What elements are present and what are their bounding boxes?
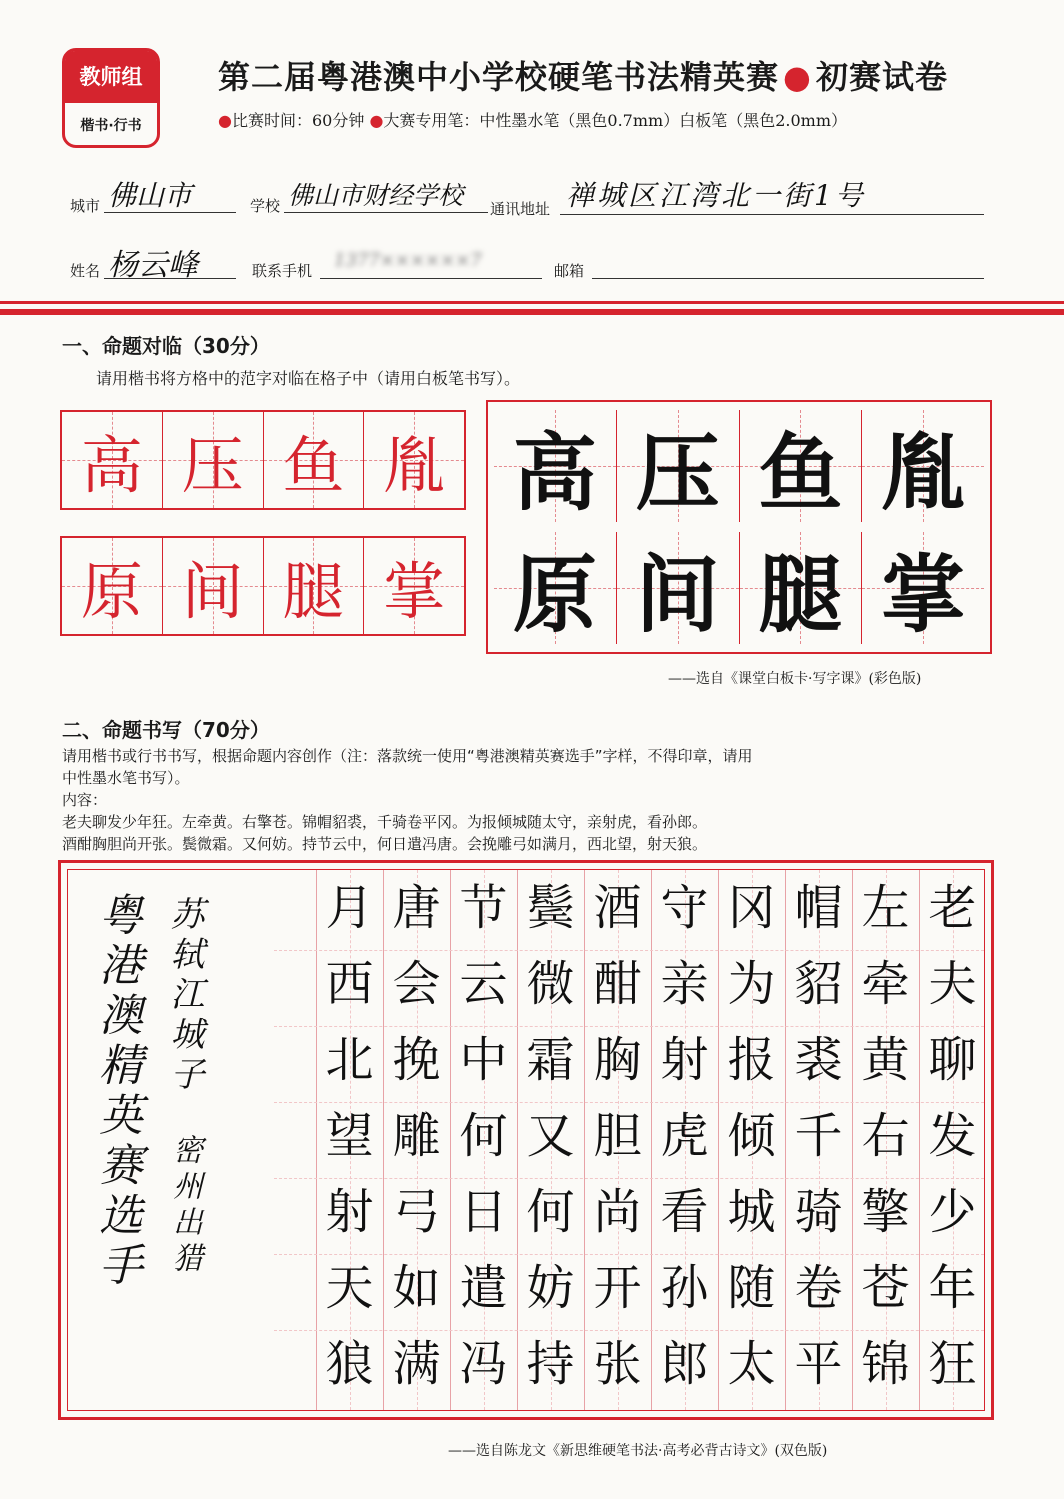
grid-row-guide	[274, 1026, 984, 1027]
model-row1	[494, 410, 984, 522]
written-char: 右	[861, 1108, 910, 1164]
name-field[interactable]	[104, 240, 236, 283]
separator-line	[0, 301, 1064, 304]
written-char: 千	[794, 1108, 843, 1164]
written-char: 老	[928, 880, 977, 936]
written-char: 倾	[727, 1108, 776, 1164]
model-char: 间	[635, 544, 720, 644]
section1-title: 一、命题对临（30分）	[62, 334, 270, 358]
page-title	[218, 52, 948, 98]
model-cell	[740, 532, 863, 644]
written-char: 尚	[593, 1184, 642, 1240]
practice-char: 鱼	[282, 428, 345, 502]
written-char: 西	[325, 956, 374, 1012]
school-label: 学校	[250, 197, 281, 215]
model-cell	[494, 532, 617, 644]
written-char: 望	[325, 1108, 374, 1164]
writing-grid[interactable]	[67, 869, 985, 1411]
bullet-icon: ●	[369, 111, 384, 130]
written-char: 满	[392, 1336, 441, 1392]
written-char: 持	[526, 1336, 575, 1392]
info-line	[218, 108, 847, 131]
written-char: 胆	[593, 1108, 642, 1164]
model-cell	[862, 410, 984, 522]
written-char: 云	[459, 956, 508, 1012]
written-char: 裘	[794, 1032, 843, 1088]
written-char: 遣	[459, 1260, 508, 1316]
written-char: 平	[794, 1336, 843, 1392]
written-char: 左	[861, 880, 910, 936]
section2-source: ——选自陈龙文《新思维硬笔书法·高考必背古诗文》(双色版)	[448, 1443, 828, 1459]
written-char: 中	[459, 1032, 508, 1088]
poem-subtitle: 密州出猎	[167, 1134, 202, 1278]
poem-title: 苏轼江城子	[164, 896, 204, 1096]
content-line1: 老夫聊发少年狂。左牵黄。右擎苍。锦帽貂裘，千骑卷平冈。为报倾城随太守，亲射虎，看孙郎。	[62, 813, 708, 831]
written-char: 唐	[392, 880, 441, 936]
written-char: 酒	[593, 880, 642, 936]
written-char: 张	[593, 1336, 642, 1392]
written-char: 会	[392, 956, 441, 1012]
phone-field[interactable]	[320, 244, 542, 279]
written-char: 少	[928, 1184, 977, 1240]
content-line2: 酒酣胸胆尚开张。鬓微霜。又何妨。持节云中，何日遣冯唐。会挽雕弓如满月，西北望，射天狼。	[62, 835, 708, 853]
written-char: 骑	[794, 1184, 843, 1240]
grid-row-guide	[274, 1102, 984, 1103]
info-pen: 大赛专用笔：中性墨水笔（黑色0.7mm）白板笔（黑色2.0mm）	[383, 111, 847, 130]
name-value: 杨云峰	[108, 248, 198, 283]
model-cell	[862, 532, 984, 644]
written-char: 狼	[325, 1336, 374, 1392]
written-char: 射	[325, 1184, 374, 1240]
model-char: 高	[512, 422, 597, 522]
grid-row-guide	[274, 950, 984, 951]
city-value: 佛山市	[108, 179, 193, 212]
practice-cell[interactable]	[62, 412, 163, 508]
written-char: 开	[593, 1260, 642, 1316]
content-label: 内容：	[62, 791, 108, 809]
written-char: 太	[727, 1336, 776, 1392]
section1-instruction: 请用楷书将方格中的范字对临在格子中（请用白板笔书写）。	[96, 369, 521, 388]
written-char: 苍	[861, 1260, 910, 1316]
written-char: 擎	[861, 1184, 910, 1240]
practice-char: 胤	[383, 428, 446, 502]
written-char: 天	[325, 1260, 374, 1316]
written-char: 夫	[928, 956, 977, 1012]
bullet-icon: ●	[218, 111, 232, 130]
writing-area[interactable]	[58, 860, 994, 1420]
written-char: 孙	[660, 1260, 709, 1316]
title-main: 第二届粤港澳中小学校硬笔书法精英赛	[218, 58, 780, 96]
written-char: 城	[727, 1184, 776, 1240]
written-char: 月	[325, 880, 374, 936]
city-label: 城市	[70, 197, 101, 215]
section1-source: ——选自《课堂白板卡·写字课》(彩色版)	[668, 671, 922, 687]
written-char: 年	[928, 1260, 977, 1316]
written-char: 聊	[928, 1032, 977, 1088]
written-char: 挽	[392, 1032, 441, 1088]
written-char: 霜	[526, 1032, 575, 1088]
practice-cell[interactable]	[62, 538, 163, 634]
practice-cell[interactable]	[264, 538, 365, 634]
written-char: 卷	[794, 1260, 843, 1316]
info-time: 比赛时间：60分钟	[231, 111, 365, 130]
title-sub: 初赛试卷	[815, 58, 948, 96]
practice-char: 压	[181, 428, 244, 502]
model-row2	[494, 532, 984, 644]
written-char: 貂	[794, 956, 843, 1012]
grid-row-guide	[274, 1254, 984, 1255]
practice-grid-row2[interactable]	[60, 536, 466, 636]
written-char: 看	[660, 1184, 709, 1240]
practice-cell[interactable]	[264, 412, 365, 508]
model-char: 鱼	[758, 422, 843, 522]
written-char: 冈	[727, 880, 776, 936]
model-cell	[494, 410, 617, 522]
practice-cell[interactable]	[163, 412, 264, 508]
address-value: 禅城区江湾北一街1号	[566, 179, 866, 212]
written-char: 狂	[928, 1336, 977, 1392]
written-char: 报	[727, 1032, 776, 1088]
school-field[interactable]	[284, 174, 488, 213]
written-char: 随	[727, 1260, 776, 1316]
address-field[interactable]	[560, 174, 984, 215]
written-char: 为	[727, 956, 776, 1012]
model-char: 腿	[758, 544, 843, 644]
badge-group-label: 教师组	[65, 51, 157, 103]
model-cell	[740, 410, 863, 522]
badge-styles-label: 楷书·行书	[80, 118, 142, 134]
written-char: 何	[526, 1184, 575, 1240]
model-characters-box	[486, 400, 992, 654]
name-label: 姓名	[70, 262, 101, 280]
written-char: 鬓	[526, 880, 575, 936]
grid-row-guide	[274, 1178, 984, 1179]
section2-instruction-line1: 请用楷书或行书书写，根据命题内容创作（注：落款统一使用“粤港澳精英赛选手”字样，不得印章，请用	[62, 747, 753, 765]
model-cell	[617, 410, 740, 522]
written-char: 节	[459, 880, 508, 936]
written-char: 雕	[392, 1108, 441, 1164]
written-char: 如	[392, 1260, 441, 1316]
model-char: 掌	[881, 544, 966, 644]
written-char: 守	[660, 880, 709, 936]
written-char: 锦	[861, 1336, 910, 1392]
section2-instruction-line2: 中性墨水笔书写）。	[62, 769, 190, 787]
practice-char: 原	[80, 554, 143, 628]
written-char: 妨	[526, 1260, 575, 1316]
section2-title: 二、命题书写（70分）	[62, 718, 270, 742]
practice-cell[interactable]	[364, 538, 464, 634]
written-char: 射	[660, 1032, 709, 1088]
address-label: 通讯地址	[490, 200, 551, 218]
written-char: 冯	[459, 1336, 508, 1392]
practice-grid-row1[interactable]	[60, 410, 466, 510]
written-char: 帽	[794, 880, 843, 936]
written-char: 亲	[660, 956, 709, 1012]
phone-label: 联系手机	[252, 262, 313, 280]
written-char: 牵	[861, 956, 910, 1012]
written-char: 酣	[593, 956, 642, 1012]
written-char: 黄	[861, 1032, 910, 1088]
model-cell	[617, 532, 740, 644]
practice-cell[interactable]	[163, 538, 264, 634]
practice-char: 掌	[383, 554, 446, 628]
written-char: 虎	[660, 1108, 709, 1164]
school-value: 佛山市财经学校	[288, 181, 464, 210]
practice-char: 腿	[282, 554, 345, 628]
written-char: 何	[459, 1108, 508, 1164]
written-char: 北	[325, 1032, 374, 1088]
model-char: 胤	[881, 422, 966, 522]
practice-cell[interactable]	[364, 412, 464, 508]
written-char: 发	[928, 1108, 977, 1164]
written-char: 郎	[660, 1336, 709, 1392]
phone-value: 1377××××××7	[334, 250, 482, 271]
city-field[interactable]	[104, 174, 236, 213]
title-dot-icon: ●	[783, 58, 812, 96]
practice-char: 间	[181, 554, 244, 628]
written-char: 胸	[593, 1032, 642, 1088]
written-char: 弓	[392, 1184, 441, 1240]
signature: 粤港澳精英赛选手	[91, 892, 142, 1292]
written-char: 微	[526, 956, 575, 1012]
email-field[interactable]	[592, 244, 984, 279]
written-char: 又	[526, 1108, 575, 1164]
email-label: 邮箱	[554, 262, 585, 280]
grid-row-guide	[274, 1330, 984, 1331]
practice-char: 高	[80, 428, 143, 502]
group-badge	[62, 48, 160, 148]
written-char: 日	[459, 1184, 508, 1240]
separator-bar	[0, 309, 1064, 315]
model-char: 压	[635, 422, 720, 522]
model-char: 原	[512, 544, 597, 644]
